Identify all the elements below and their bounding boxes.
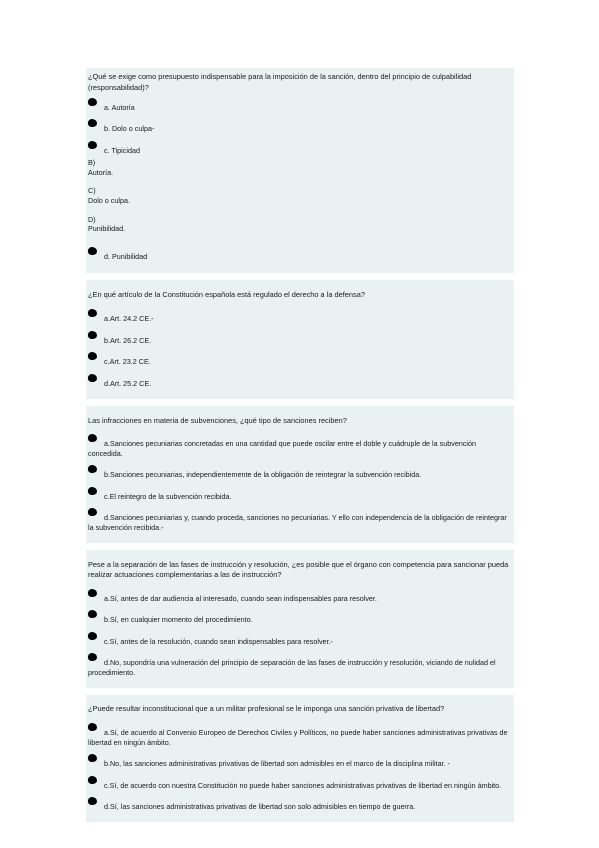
quiz-page	[86, 68, 514, 829]
option-d[interactable]: d.Art. 25.2 CE.	[88, 375, 512, 388]
option-d[interactable]: d. Punibilidad	[88, 248, 512, 261]
question-text: Pese a la separación de las fases de instrucción y resolución, ¿es posible que el órgano con competencia para sancionar pueda realizar actuaciones complementarias a las de instrucción?	[88, 559, 509, 580]
question-text: ¿Puede resultar inconstitucional que a un militar profesional se le imponga una sanción privativa de libertad?	[88, 703, 445, 713]
radio-bullet-icon[interactable]	[88, 797, 97, 805]
question-panel-4	[86, 550, 514, 688]
question-text: Las infracciones en materia de subvenciones, ¿qué tipo de sanciones reciben?	[88, 415, 347, 425]
question-text: ¿En qué artículo de la Constitución española está regulado el derecho a la defensa?	[88, 289, 365, 299]
option-c[interactable]: c.Art. 23.2 CE.	[88, 353, 512, 366]
option-b[interactable]: b. Dolo o culpa-	[88, 120, 512, 133]
question-panel-2	[86, 280, 514, 399]
option-c[interactable]: c.El reintegro de la subvención recibida.	[88, 488, 512, 501]
radio-bullet-icon[interactable]	[88, 754, 97, 762]
question-panel-3	[86, 406, 514, 543]
option-b[interactable]: b.Sí, en cualquier momento del procedimiento.	[88, 611, 512, 624]
option-a[interactable]: a.Sí, antes de dar audiencia al interesado, cuando sean indispensables para resolver.	[88, 590, 512, 603]
radio-bullet-icon[interactable]	[88, 487, 97, 495]
option-a[interactable]: a. Autoría	[88, 99, 512, 112]
radio-bullet-icon[interactable]	[88, 331, 97, 339]
option-c[interactable]: c.Sí, antes de la resolución, cuando sean indispensables para resolver.-	[88, 633, 512, 646]
answer-notes: B) Autoría. C) Dolo o culpa. D) Punibilidad.	[88, 158, 130, 234]
option-a[interactable]: a.Sí, de acuerdo al Convenio Europeo de Derechos Civiles y Políticos, no puede haber sanciones administrativas privativas de libertad en ningún ámbito.	[88, 724, 512, 747]
radio-bullet-icon[interactable]	[88, 653, 97, 661]
question-text: ¿Qué se exige como presupuesto indispensable para la imposición de la sanción, dentro del principio de culpabilidad (responsabilidad)?	[88, 72, 472, 92]
option-a[interactable]: a.Art. 24.2 CE.-	[88, 310, 512, 323]
radio-bullet-icon[interactable]	[88, 141, 97, 149]
option-d[interactable]: d.Sanciones pecuniarias y, cuando proceda, sanciones no pecuniarias. Y ello con independencia de la obligación de reintegrar la subvención recibida.-	[88, 509, 512, 532]
option-d[interactable]: d.No, supondría una vulneración del principio de separación de las fases de instrucción y resolución, viciando de nulidad el procedimiento.	[88, 654, 512, 677]
radio-bullet-icon[interactable]	[88, 508, 97, 516]
radio-bullet-icon[interactable]	[88, 352, 97, 360]
radio-bullet-icon[interactable]	[88, 632, 97, 640]
radio-bullet-icon[interactable]	[88, 98, 97, 106]
radio-bullet-icon[interactable]	[88, 374, 97, 382]
option-b[interactable]: b.Art. 26.2 CE.	[88, 332, 512, 345]
option-a[interactable]: a.Sanciones pecuniarias concretadas en una cantidad que puede oscilar entre el doble y cuádruple de la subvención concedida.	[88, 435, 512, 458]
option-d[interactable]: d.Sí, las sanciones administrativas privativas de libertad son solo admisibles en tiempo de guerra.	[88, 798, 512, 811]
option-b[interactable]: b.No, las sanciones administrativas privativas de libertad son admisibles en el marco de la disciplina militar. -	[88, 755, 512, 768]
option-c[interactable]: c. Tipicidad	[88, 142, 512, 155]
radio-bullet-icon[interactable]	[88, 776, 97, 784]
radio-bullet-icon[interactable]	[88, 589, 97, 597]
option-b[interactable]: b.Sanciones pecuniarias, independientemente de la obligación de reintegrar la subvención recibida.	[88, 466, 512, 479]
question-panel-1	[86, 68, 514, 273]
option-c[interactable]: c.Sí, de acuerdo con nuestra Constitución no puede haber sanciones administrativas privativas de libertad en ningún ámbito.	[88, 777, 512, 790]
question-panel-5	[86, 695, 514, 823]
